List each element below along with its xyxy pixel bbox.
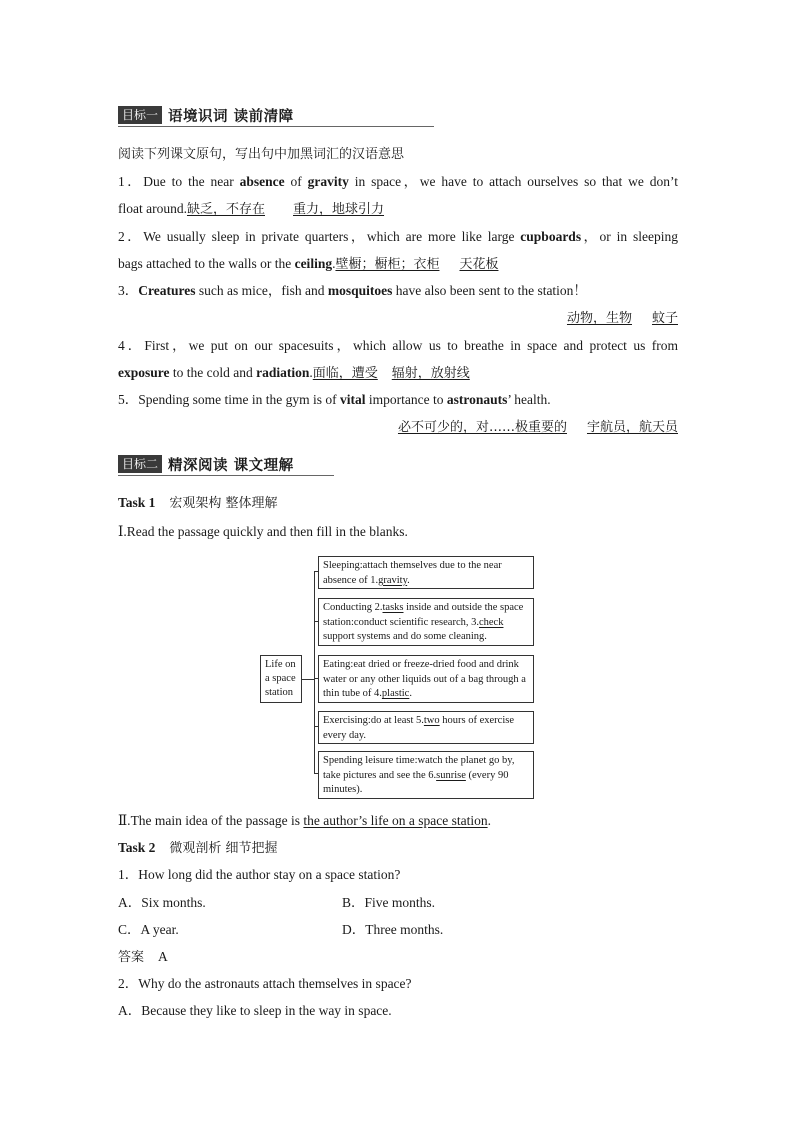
- answer: 宇航员，航天员: [586, 420, 678, 435]
- diagram-box-eating: Eating:eat dried or freeze-dried food and drink water or any other liquids out of a bag through a thin tube of 4.plastic.: [318, 655, 534, 703]
- blank-answer: tasks: [382, 602, 404, 613]
- blank-answer: sunrise: [436, 769, 466, 781]
- q1-option-b: B．Five months.: [342, 895, 436, 910]
- task2-heading: Task 2 微观剖析 细节把握: [118, 840, 278, 856]
- vocab-item-1-line2: float around.缺乏，不存在 重力，地球引力: [118, 201, 385, 217]
- bold-word: cupboards: [520, 229, 582, 244]
- blank-answer: gravity: [378, 574, 408, 586]
- section1-title: 语境识词 读前清障: [168, 108, 294, 125]
- section1-tag: 目标一: [118, 106, 162, 124]
- bold-word: ceiling: [294, 256, 333, 271]
- bold-word: exposure: [118, 365, 170, 380]
- bold-word: Creatures: [138, 283, 196, 298]
- q1-option-c: C．A year.: [118, 922, 179, 937]
- q2-option-a: A．Because they like to sleep in the way in space.: [118, 1003, 392, 1018]
- bold-word: radiation: [256, 365, 310, 380]
- vocab-item-2-line2: bags attached to the walls or the ceiling.壁橱；橱柜；衣柜 天花板: [118, 256, 499, 272]
- blank-answer: two: [423, 715, 440, 726]
- q1-option-a: A．Six months.: [118, 895, 206, 910]
- q1-answer: 答案 A: [118, 949, 168, 965]
- bold-word: astronauts: [446, 392, 508, 407]
- task1-part2: Ⅱ.The main idea of the passage is the author’s life on a space station.: [118, 813, 491, 828]
- answer: 动物，生物: [566, 311, 632, 326]
- vocab-item-3-line2: [118, 308, 678, 329]
- section1-header: [118, 105, 294, 125]
- answer: 天花板: [459, 257, 499, 272]
- task1-part1: Ⅰ.Read the passage quickly and then fill in the blanks.: [118, 524, 408, 539]
- answer: 重力，地球引力: [293, 202, 385, 217]
- blank-answer: check: [478, 616, 504, 628]
- bold-word: absence: [239, 174, 285, 189]
- task1-heading: Task 1 宏观架构 整体理解: [118, 495, 278, 511]
- vocab-item-1-line1: 1．Due to the near absence of gravity in space，we have to attach ourselves so that we don’t: [118, 174, 679, 189]
- vocab-item-2-line1: 2．We usually sleep in private quarters，which are more like large cupboards，or in sleeping: [118, 229, 678, 244]
- q1-option-d: D．Three months.: [342, 922, 444, 937]
- structure-diagram: [258, 555, 538, 805]
- bold-word: mosquitoes: [327, 283, 393, 298]
- question-2: 2．Why do the astronauts attach themselves in space?: [118, 976, 412, 991]
- answer: 辐射，放射线: [391, 366, 470, 381]
- section1-instruction: 阅读下列课文原句，写出句中加黑词汇的汉语意思: [118, 147, 405, 162]
- diagram-box-tasks: Conducting 2.tasks inside and outside the space station:conduct scientific research, 3.check support systems and do some cleaning.: [318, 598, 534, 646]
- vocab-item-5-line1: 5．Spending some time in the gym is of vital importance to astronauts’ health.: [118, 392, 551, 407]
- bold-word: vital: [340, 392, 366, 407]
- section1-rule: [118, 126, 434, 127]
- diagram-box-sleeping: Sleeping:attach themselves due to the near absence of 1.gravity.: [318, 556, 534, 589]
- answer: 缺乏，不存在: [186, 202, 265, 217]
- vocab-item-4-line2: exposure to the cold and radiation.面临，遭受 辐射，放射线: [118, 365, 470, 381]
- vocab-item-4-line1: 4．First，we put on our spacesuits，which allow us to breathe in space and protect us from: [118, 338, 678, 353]
- connector: [302, 679, 314, 680]
- vocab-item-3-line1: 3．Creatures such as mice，fish and mosquitoes have also been sent to the station！: [118, 283, 587, 298]
- answer: 面临，遭受: [312, 366, 378, 381]
- vocab-item-5-line2: [118, 417, 678, 438]
- question-1: 1．How long did the author stay on a space station?: [118, 867, 401, 882]
- answer: 必不可少的，对……极重要的: [397, 420, 567, 435]
- diagram-box-exercising: Exercising:do at least 5.two hours of exercise every day.: [318, 711, 534, 744]
- section2-title: 精深阅读 课文理解: [168, 457, 294, 474]
- answer: 蚊子: [651, 311, 678, 326]
- section2-tag: 目标二: [118, 455, 162, 473]
- bold-word: gravity: [307, 174, 349, 189]
- blank-answer: the author’s life on a space station: [303, 813, 488, 828]
- section2-header: [118, 454, 294, 474]
- diagram-box-leisure: Spending leisure time:watch the planet go by, take pictures and see the 6.sunrise (every 90 minutes).: [318, 751, 534, 799]
- diagram-root: Life on a space station: [260, 655, 302, 703]
- section2-rule: [118, 475, 334, 476]
- connector-trunk: [314, 571, 315, 773]
- answer: 壁橱；橱柜；衣柜: [335, 257, 440, 272]
- blank-answer: plastic: [381, 688, 410, 699]
